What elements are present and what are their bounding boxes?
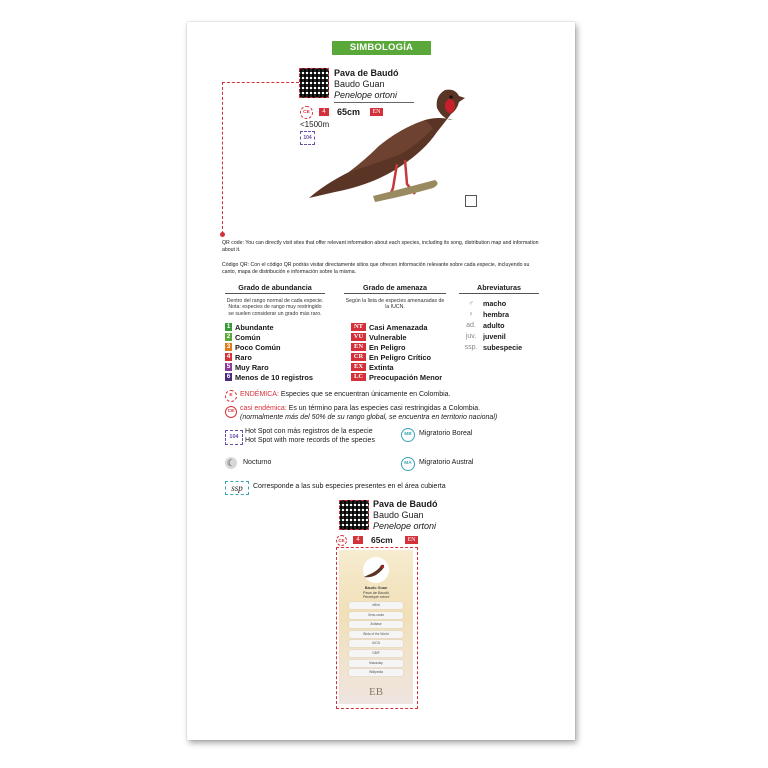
abbrev-item: ad. adulto — [466, 321, 505, 330]
symbology-banner: SIMBOLOGÍA — [332, 41, 431, 55]
hotspot-legend-icon: 104 — [225, 430, 243, 445]
phone-header — [339, 586, 413, 600]
size-label: 65cm — [337, 107, 361, 117]
abbrev-list — [459, 298, 522, 353]
bottom-threat-badge: EN — [405, 536, 418, 544]
abundance-item: 5 Muy Raro — [226, 362, 269, 372]
hotspot-legend: Hot Spot con más registros de la especie Hot Spot with more records of the species — [245, 428, 375, 444]
endemic-legend: ENDÉMICA: Especies que se encuentran únicamente en Colombia. — [240, 391, 451, 398]
abbrev-item: ssp. subespecie — [464, 343, 523, 352]
phone-menu — [349, 602, 403, 679]
threat-item: VU Vulnerable — [351, 332, 442, 342]
austral-icon: MA — [401, 457, 415, 471]
bottom-near-endemic-icon: CE — [336, 535, 347, 546]
bird-illustration — [305, 80, 471, 216]
checkbox[interactable] — [465, 195, 477, 207]
threat-item: LC Preocupación Menor — [351, 372, 442, 382]
abbrev-item: juv. juvenil — [465, 332, 506, 341]
threat-item: EN En Peligro — [351, 342, 442, 352]
qr-text-en: QR code: You can directly visit sites that offer relevant information about each species, including its song, distribution map and information about it. — [222, 240, 539, 253]
symbology-page — [187, 22, 575, 740]
ssp-legend: Corresponde a las sub especies presentes en el área cubierta — [253, 483, 446, 490]
nocturnal-legend: Nocturno — [243, 459, 272, 466]
near-endemic-legend: casi endémica: Es un término para las especies casi restringidas a Colombia. (normalmente más del 50% de su rango global, se encuentra en territorio nacional) — [240, 405, 498, 421]
species-name-sci: Penelope ortoni — [334, 90, 398, 100]
threat-badge: EN — [370, 108, 383, 116]
boreal-legend: Migratorio Boreal — [419, 430, 473, 437]
near-endemic-icon: CE — [300, 106, 313, 119]
abundance-column — [225, 283, 325, 317]
abundance-item: 4 Raro — [226, 352, 252, 362]
abundance-list — [225, 322, 313, 382]
bottom-species-name-en: Baudo Guan — [373, 510, 424, 520]
phone-menu-item[interactable]: Avibase — [349, 621, 403, 628]
phone-menu-item[interactable]: GBIF — [349, 650, 403, 657]
threat-item: CR En Peligro Crítico — [351, 352, 442, 362]
abbrev-column — [459, 283, 539, 294]
qr-code-bottom[interactable] — [339, 500, 369, 530]
bottom-species-name-sci: Penelope ortoni — [373, 521, 437, 531]
threat-note: Según la lista de especies amenazadas de la IUCN. — [345, 298, 445, 311]
abundance-item: 2 Común — [226, 332, 261, 342]
threat-list — [351, 322, 442, 382]
bottom-size-label: 65cm — [371, 535, 393, 545]
phone-menu-item[interactable]: Birds of the World — [349, 631, 403, 638]
moon-icon: ☾ — [226, 458, 236, 468]
hotspot-icon: 104 — [300, 131, 315, 145]
endemic-icon: E — [225, 390, 237, 402]
phone-title: Baudo Guan — [364, 586, 388, 590]
qr-text-es: Código QR: Con el código QR podrás visitar directamente sitios que ofrecen información relevante sobre cada especie, incluyendo su canto, mapa de distribución e información sobre la misma. — [222, 262, 530, 275]
phone-subtitle-sci: Penelope ortoni — [362, 595, 390, 600]
phone-subtitle-es: Pava de Baudó — [363, 590, 389, 595]
near-endemic-legend-icon: CE — [225, 406, 237, 418]
abundance-badge: 4 — [319, 108, 329, 116]
abundance-item: 6 Menos de 10 registros — [226, 372, 314, 382]
connector-dot — [220, 232, 225, 237]
species-name-en: Baudo Guan — [334, 79, 385, 89]
austral-legend: Migratorio Austral — [419, 459, 474, 466]
bottom-species-name-es: Pava de Baudó — [373, 499, 438, 509]
phone-screen — [339, 550, 413, 704]
phone-menu-item[interactable]: Wikipedia — [349, 669, 403, 676]
abundance-note: Dentro del rango normal de cada especie. Nota: especies de rango muy restringido se suelen considerar un grado más raro. — [226, 298, 324, 317]
abundance-item: 1 Abundante — [226, 322, 274, 332]
phone-menu-item[interactable]: Xeno-canto — [349, 612, 403, 619]
phone-bird-icon — [360, 556, 392, 584]
species-name-es: Pava de Baudó — [334, 68, 399, 78]
threat-item: EX Extinta — [351, 362, 442, 372]
qr-connector-vertical — [222, 82, 223, 234]
abundance-item: 3 Poco Común — [226, 342, 281, 352]
qr-connector-horizontal — [222, 82, 299, 83]
phone-menu-item[interactable]: Macaulay — [349, 660, 403, 667]
elevation-label: <1500m — [300, 120, 330, 129]
abbrev-item: ♀ hembra — [468, 310, 509, 319]
threat-item: NT Casi Amenazada — [351, 322, 442, 332]
abundance-heading: Grado de abundancia — [225, 283, 325, 294]
abbrev-item: ♂ macho — [468, 299, 507, 308]
boreal-icon: MB — [401, 428, 415, 442]
abbrev-heading: Abreviaturas — [459, 283, 539, 294]
phone-menu-item[interactable]: IUCN — [349, 640, 403, 647]
bottom-abundance-badge: 4 — [353, 536, 363, 544]
bottom-species-names — [373, 499, 438, 532]
ssp-icon: ssp — [225, 481, 249, 495]
threat-column — [344, 283, 446, 311]
phone-menu-item[interactable]: eBird — [349, 602, 403, 609]
phone-logo: EB — [368, 686, 384, 698]
threat-heading: Grado de amenaza — [344, 283, 446, 294]
